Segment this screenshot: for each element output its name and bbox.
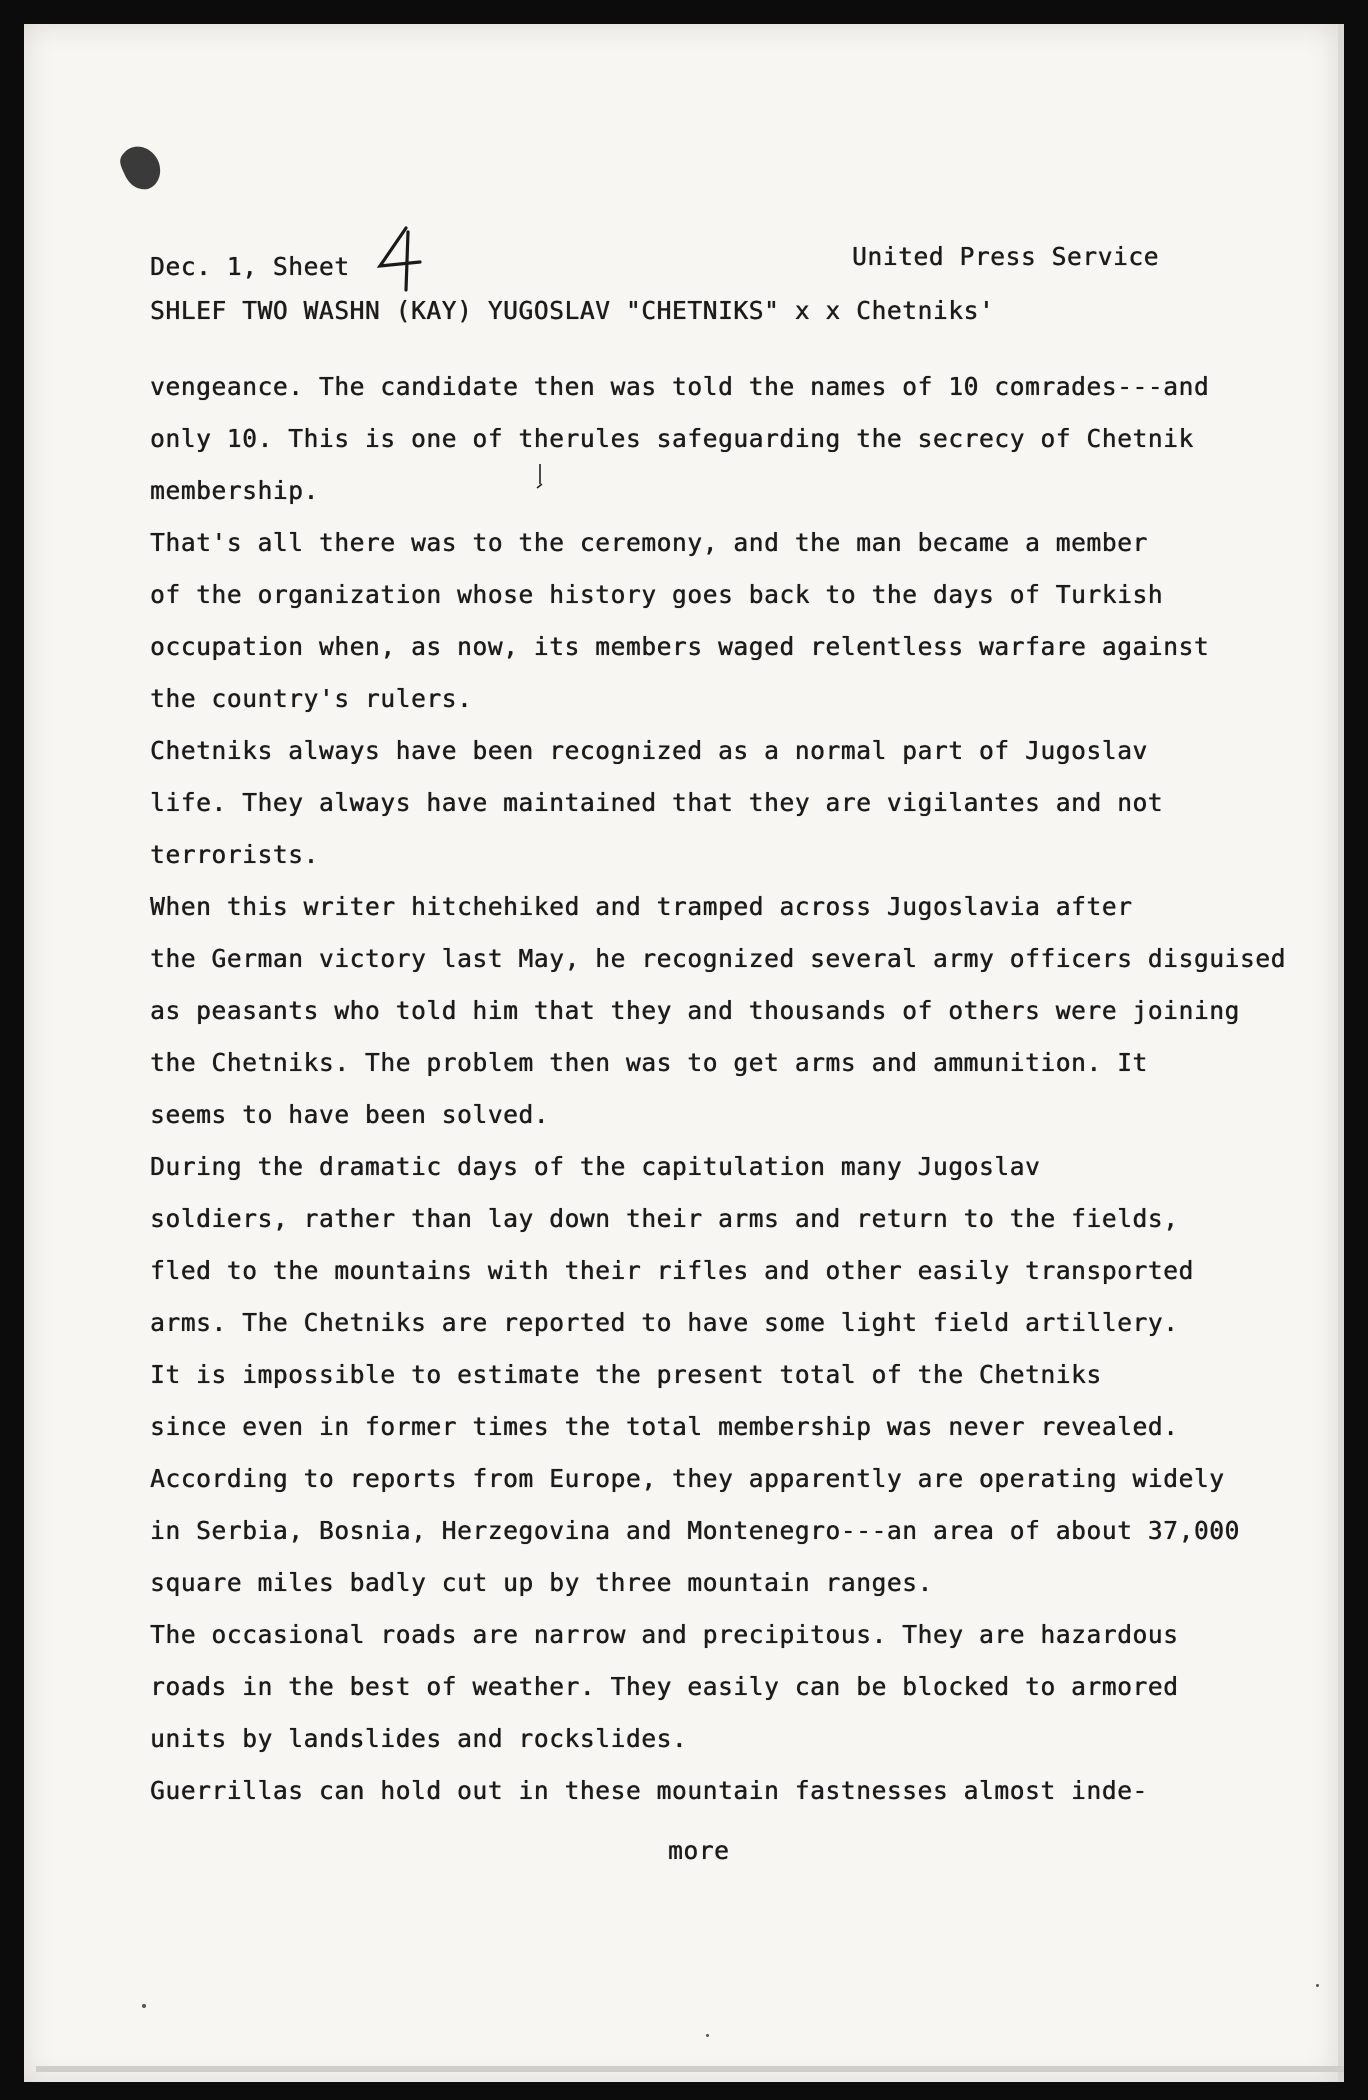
body-line: The occasional roads are narrow and precipitous. They are hazardous	[150, 1620, 1179, 1649]
body-line: When this writer hitchehiked and tramped across Jugoslavia after	[150, 892, 1133, 921]
body-line: Chetniks always have been recognized as a normal part of Jugoslav	[150, 736, 1148, 765]
scan-speck	[706, 2034, 709, 2037]
body-line: of the organization whose history goes back to the days of Turkish	[150, 580, 1164, 609]
handwritten-caret	[536, 462, 546, 492]
more-marker: more	[668, 1836, 730, 1865]
body-line: the German victory last May, he recognized several army officers disguised	[150, 944, 1286, 973]
scan-speck	[1316, 1984, 1319, 1987]
body-line: occupation when, as now, its members waged relentless warfare against	[150, 632, 1210, 661]
body-line: units by landslides and rockslides.	[150, 1724, 688, 1753]
body-line: It is impossible to estimate the present total of the Chetniks	[150, 1360, 1102, 1389]
body-line: During the dramatic days of the capitulation many Jugoslav	[150, 1152, 1041, 1181]
ink-blot	[118, 143, 164, 191]
handwritten-sheet-number	[372, 222, 430, 292]
body-line: seems to have been solved.	[150, 1100, 550, 1129]
body-line: life. They always have maintained that they are vigilantes and not	[150, 788, 1164, 817]
body-line: vengeance. The candidate then was told the names of 10 comrades---and	[150, 372, 1210, 401]
body-line: That's all there was to the ceremony, and the man became a member	[150, 528, 1148, 557]
body-line: fled to the mountains with their rifles and other easily transported	[150, 1256, 1194, 1285]
body-line: membership.	[150, 476, 319, 505]
body-line: the country's rulers.	[150, 684, 473, 713]
body-line: terrorists.	[150, 840, 319, 869]
body-line: arms. The Chetniks are reported to have some light field artillery.	[150, 1308, 1179, 1337]
page-edge-bottom	[36, 2066, 1344, 2072]
body-line: According to reports from Europe, they apparently are operating widely	[150, 1464, 1225, 1493]
body-line: in Serbia, Bosnia, Herzegovina and Montenegro---an area of about 37,000	[150, 1516, 1240, 1545]
body-line: roads in the best of weather. They easily can be blocked to armored	[150, 1672, 1179, 1701]
body-line: only 10. This is one of therules safeguarding the secrecy of Chetnik	[150, 424, 1194, 453]
page-edge	[1338, 24, 1344, 2082]
slug-line: SHLEF TWO WASHN (KAY) YUGOSLAV "CHETNIKS" x x Chetniks'	[150, 296, 995, 325]
body-line: soldiers, rather than lay down their arms and return to the fields,	[150, 1204, 1179, 1233]
body-line: since even in former times the total membership was never revealed.	[150, 1412, 1179, 1441]
scan-speck	[142, 2004, 146, 2008]
body-line: square miles badly cut up by three mountain ranges.	[150, 1568, 933, 1597]
body-line: Guerrillas can hold out in these mountain fastnesses almost inde-	[150, 1776, 1148, 1805]
body-line: the Chetniks. The problem then was to get arms and ammunition. It	[150, 1048, 1148, 1077]
body-line: as peasants who told him that they and thousands of others were joining	[150, 996, 1240, 1025]
agency-name: United Press Service	[852, 242, 1160, 271]
dateline: Dec. 1, Sheet	[150, 252, 350, 281]
